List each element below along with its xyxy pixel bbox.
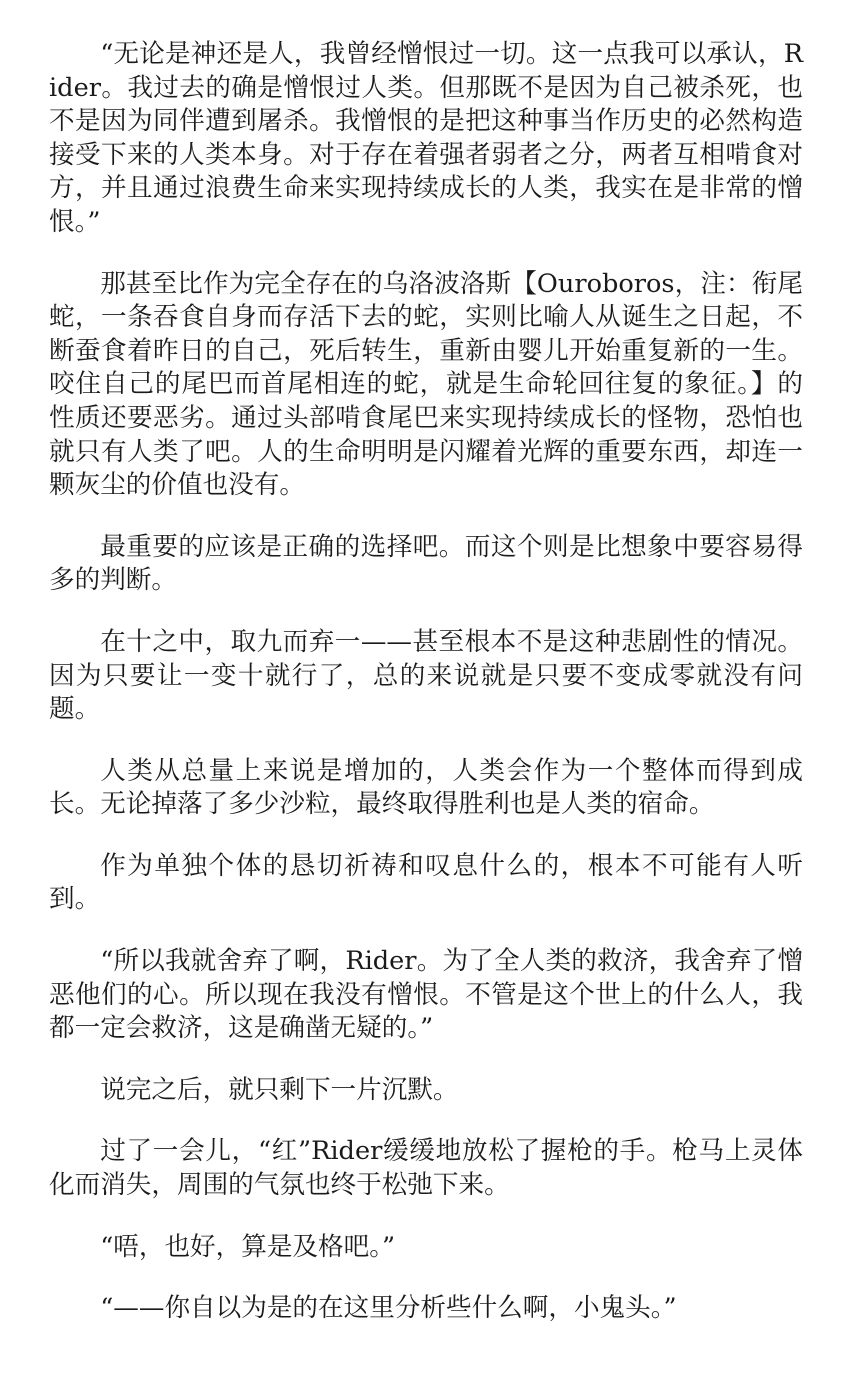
paragraph-8: 说完之后，就只剩下一片沉默。 <box>100 1074 459 1105</box>
paragraph-3: 最重要的应该是正确的选择吧。而这个则是比想象中要容易得多的判断。 <box>49 531 803 596</box>
paragraph-10: “唔，也好，算是及格吧。” <box>100 1231 396 1262</box>
text-body <box>49 38 803 1354</box>
paragraph-2: 那甚至比作为完全存在的乌洛波洛斯【Ouroboros，注：衔尾蛇，一条吞食自身而存活下去的蛇，实则比喻人从诞生之日起，不断蚕食着昨日的自己，死后转生，重新由婴儿开始重复新的一生。咬住自己的尾巴而首尾相连的蛇，就是生命轮回往复的象征。】的性质还要恶劣。通过头部啃食尾巴来实现持续成长的怪物，恐怕也就只有人类了吧。人的生命明明是闪耀着光辉的重要东西，却连一颗灰尘的价值也没有。 <box>49 268 803 501</box>
paragraph-6: 作为单独个体的恳切祈祷和叹息什么的，根本不可能有人听到。 <box>49 850 803 915</box>
paragraph-7: “所以我就舍弃了啊，Rider。为了全人类的救济，我舍弃了憎恶他们的心。所以现在我没有憎恨。不管是这个世上的什么人，我都一定会救济，这是确凿无疑的。” <box>49 946 803 1044</box>
paragraph-5: 人类从总量上来说是增加的，人类会作为一个整体而得到成长。无论掉落了多少沙粒，最终取得胜利也是人类的宿命。 <box>49 755 803 820</box>
paragraph-11: “——你自以为是的在这里分析些什么啊，小鬼头。” <box>100 1293 677 1324</box>
paragraph-9: 过了一会儿，“红”Rider缓缓地放松了握枪的手。枪马上灵体化而消失，周围的气氛也终于松弛下来。 <box>49 1136 803 1201</box>
paragraph-4: 在十之中，取九而弃一——甚至根本不是这种悲剧性的情况。因为只要让一变十就行了，总的来说就是只要不变成零就没有问题。 <box>49 626 803 725</box>
paragraph-1: “无论是神还是人，我曾经憎恨过一切。这一点我可以承认，Rider。我过去的确是憎恨过人类。但那既不是因为自己被杀死，也不是因为同伴遭到屠杀。我憎恨的是把这种事当作历史的必然构造接受下来的人类本身。对于存在着强者弱者之分，两者互相啃食对方，并且通过浪费生命来实现持续成长的人类，我实在是非常的憎恨。” <box>49 39 803 237</box>
